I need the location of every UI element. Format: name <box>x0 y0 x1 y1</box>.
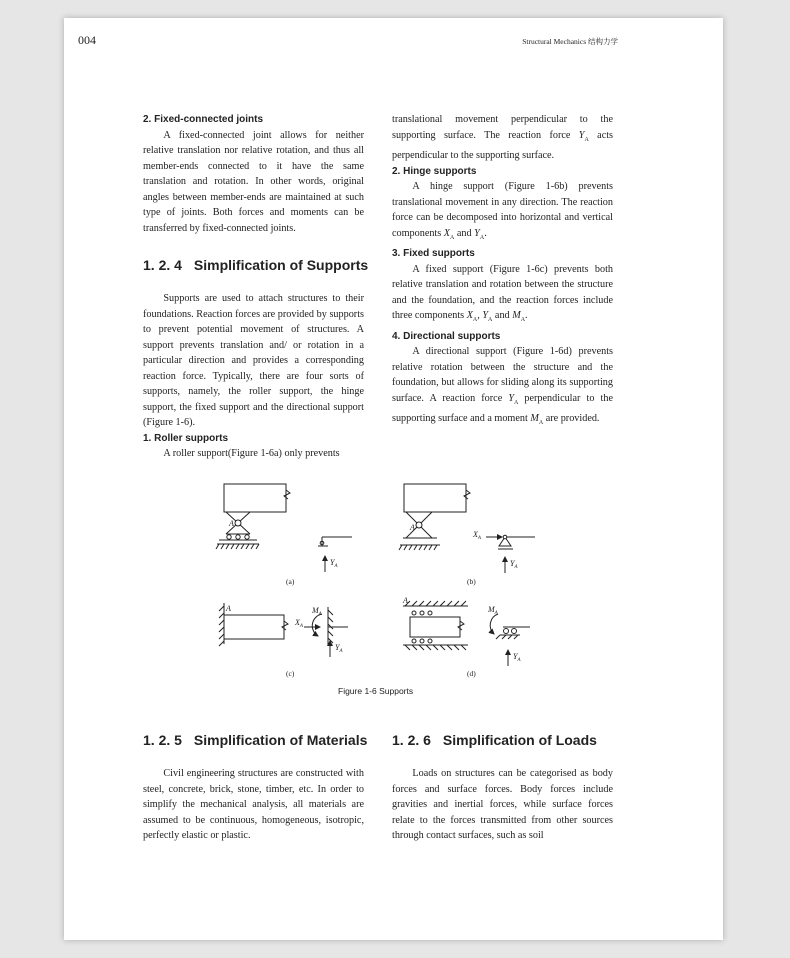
running-title: Structural Mechanics 结构力学 <box>522 37 618 46</box>
materials-text: Civil engineering structures are constructed with steel, concrete, brick, stone, timber, etc. In order to simplify the mechanical analysis, all materials are assumed to be continuous, homogeneous, isotropic, perfectly elastic or plastic. <box>143 768 364 841</box>
point-a-label-b: A <box>410 523 415 532</box>
hinge-support-diagram <box>399 484 535 573</box>
roller-text: A roller support(Figure 1-6a) only prevents <box>163 448 340 459</box>
directional-text: A directional support (Figure 1-6d) prevents relative rotation between the structure and the foundation, but allows for sliding along its supporting surface. A reaction force $Y_A$ perpendicular to the supporting surface and a moment $M_A$ are provided. <box>392 346 613 427</box>
loads-column <box>392 766 613 844</box>
point-a-label-a: A <box>229 519 234 528</box>
xa-label-c: $X_A$ <box>295 618 303 629</box>
section-title: Simplification of Supports <box>193 257 369 273</box>
figure-caption: Figure 1-6 Supports <box>338 686 414 696</box>
section-1-2-6-heading <box>392 732 597 748</box>
ya-label-c: $Y_A$ <box>335 643 343 654</box>
fixed-joints-text: A fixed-connected joint allows for neither relative translation nor relative rotation, and thus all member-ends connected to it have the same translation and rotation. In other words, original angles between member-ends are maintained at such type of joints. Both forces and moments can be transferred by fixed-connected joints. <box>143 129 364 234</box>
fixed-text: A fixed support (Figure 1-6c) prevents both relative translation and rotation between the structure and the foundation, and the reaction forces include three components $X_A$, $Y_A$ and $M_A$. <box>392 263 613 324</box>
roller-heading: 1. Roller supports <box>143 432 229 444</box>
figure-label-c: (c) <box>286 669 295 678</box>
directional-support-diagram <box>403 601 530 666</box>
ya-label-b: $Y_A$ <box>510 559 518 570</box>
ma-label-c: $M_A$ <box>312 606 322 617</box>
section-title: Simplification of Materials <box>193 732 368 748</box>
figure-label-b: (b) <box>467 577 476 586</box>
figure-label-a: (a) <box>286 577 295 586</box>
section-number: 1. 2. 4 <box>143 257 182 273</box>
directional-heading: 4. Directional supports <box>392 330 501 342</box>
xa-label-b: $X_A$ <box>473 530 481 541</box>
section-number: 1. 2. 6 <box>392 732 431 748</box>
page-number: 004 <box>78 33 96 47</box>
figure-label-d: (d) <box>467 669 476 678</box>
ma-label-d: $M_A$ <box>488 605 498 616</box>
fixed-joints-heading: 2. Fixed-connected joints <box>143 114 264 125</box>
point-a-label-d: A <box>403 596 408 605</box>
ya-label-d: $Y_A$ <box>513 652 521 663</box>
fixed-support-diagram <box>219 603 348 657</box>
hinge-text: A hinge support (Figure 1-6b) prevents translational movement in any direction. The reaction force can be decomposed into horizontal and vertical components $X_A$ and $Y_A$. <box>392 181 613 241</box>
ya-label-a: $Y_A$ <box>330 558 338 569</box>
section-number: 1. 2. 5 <box>143 732 182 748</box>
section-title: Simplification of Loads <box>442 732 597 748</box>
materials-column <box>143 766 364 844</box>
point-a-label-c: A <box>226 604 231 613</box>
loads-text: Loads on structures can be categorised as body forces and surface forces. Body forces include gravities and inertial forces, while surface forces relate to the forces transmitted from other sources through contact surfaces, such as soil <box>392 768 613 841</box>
section-1-2-5-heading <box>143 732 367 748</box>
fixed-heading: 3. Fixed supports <box>392 248 475 260</box>
roller-continued: translational movement perpendicular to the supporting surface. The reaction force $Y_A$ acts perpendicular to the supporting surface. <box>392 114 614 162</box>
hinge-heading: 2. Hinge supports <box>392 165 477 177</box>
supports-text: Supports are used to attach structures to their foundations. Reaction forces are provided by supports to prevent potential movement of structures. A support prevents translation and/ or rotation in a particular direction and provides a corresponding reaction force. Typically, there are four sorts of supports, namely, the roller support, the hinge support, the fixed support and the directional support (Figure 1-6). <box>143 293 364 428</box>
